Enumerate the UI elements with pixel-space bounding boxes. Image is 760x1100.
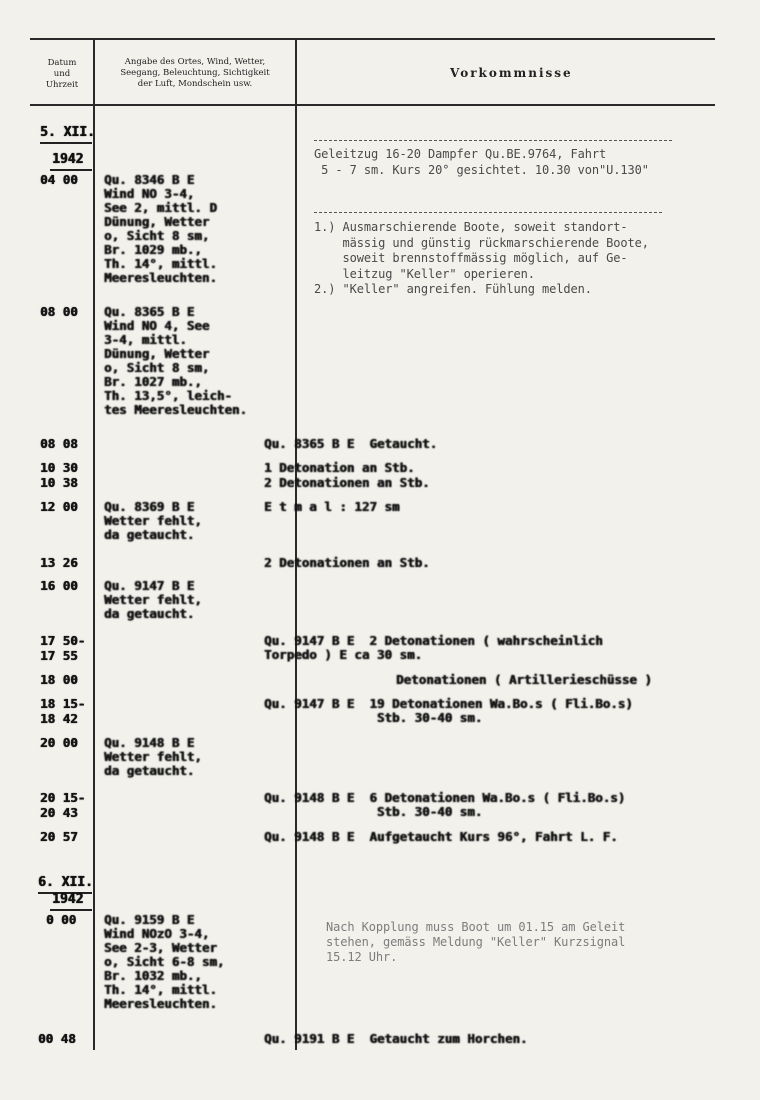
column-divider-2	[295, 38, 297, 1050]
time-1326: 13 26	[40, 555, 78, 570]
time-2000: 20 00	[40, 735, 78, 750]
time-2057: 20 57	[40, 829, 78, 844]
date-year-1: 1942	[52, 152, 84, 167]
time-2015: 20 15-	[40, 790, 86, 805]
event-entry: Qu. 9148 B E 6 Detonationen Wa.Bo.s ( Fli.Bo.s) Stb. 30-40 sm.	[264, 790, 626, 819]
time-1750: 17 50-	[40, 633, 86, 648]
event-entry: Qu. 9147 B E 2 Detonationen ( wahrscheinlich Torpedo ) E ca 30 sm.	[264, 633, 603, 662]
date-underline-2b	[50, 909, 92, 911]
time-0048: 00 48	[38, 1031, 76, 1046]
header-top-rule	[30, 38, 715, 40]
event-entry: Detonationen ( Artillerieschüsse )	[396, 672, 652, 687]
location-block: Qu. 8346 B E Wind NO 3-4, See 2, mittl. D Dünung, Wetter o, Sicht 8 sm, Br. 1029 mb., Th. 14°, mittl. Meeresleuchten.	[104, 172, 217, 285]
time-0800: 08 00	[40, 304, 78, 319]
column-divider-1	[93, 38, 95, 1050]
date-day-1: 5. XII.	[40, 125, 95, 140]
time-0000: 0 00	[46, 912, 77, 927]
time-1815: 18 15-	[40, 696, 86, 711]
time-0400: 04 00	[40, 172, 78, 187]
note-orders: 1.) Ausmarschierende Boote, soweit standort- mässig und günstig rückmarschierende Boote, soweit brennstoffmässig möglich, auf Ge- leitzug "Keller" operieren. 2.) "Keller" angreifen. Fühlung melden.	[314, 220, 649, 297]
note-coupling: Nach Kopplung muss Boot um 01.15 am Geleit stehen, gemäss Meldung "Keller" Kurzsignal 15.12 Uhr.	[326, 920, 626, 964]
event-entry: Qu. 9191 B E Getaucht zum Horchen.	[264, 1031, 528, 1046]
event-entry: 2 Detonationen an Stb.	[264, 475, 430, 490]
location-block: Qu. 8369 B E Wetter fehlt, da getaucht.	[104, 499, 202, 542]
location-block: Qu. 9159 B E Wind NOzO 3-4, See 2-3, Wetter o, Sicht 6-8 sm, Br. 1032 mb., Th. 14°, mittl. Meeresleuchten.	[104, 912, 225, 1011]
time-1030: 10 30	[40, 460, 78, 475]
note-divider	[314, 212, 662, 213]
time-2043: 20 43	[40, 805, 78, 820]
time-1600: 16 00	[40, 578, 78, 593]
location-block: Qu. 8365 B E Wind NO 4, See 3-4, mittl. Dünung, Wetter o, Sicht 8 sm, Br. 1027 mb., Th. 13,5°, leich- tes Meeresleuchten.	[104, 304, 247, 417]
date-year-2: 1942	[52, 892, 84, 907]
note-convoy-sighting: Geleitzug 16-20 Dampfer Qu.BE.9764, Fahrt 5 - 7 sm. Kurs 20° gesichtet. 10.30 von"U.130"	[314, 147, 649, 177]
time-0808: 08 08	[40, 436, 78, 451]
event-entry: Qu. 8365 B E Getaucht.	[264, 436, 438, 451]
date-underline-1b	[50, 169, 92, 171]
header-ort: Angabe des Ortes, Wind, Wetter, Seegang, Beleuchtung, Sichtigkeit der Luft, Mondschein usw.	[120, 57, 270, 89]
date-day-2: 6. XII.	[38, 875, 93, 890]
location-block: Qu. 9148 B E Wetter fehlt, da getaucht.	[104, 735, 202, 778]
event-entry: Qu. 9148 B E Aufgetaucht Kurs 96°, Fahrt L. F.	[264, 829, 618, 844]
header-datum: Datum und Uhrzeit	[45, 58, 79, 90]
event-entry: 2 Detonationen an Stb.	[264, 555, 430, 570]
event-entry: 1 Detonation an Stb.	[264, 460, 415, 475]
date-underline-1	[40, 142, 92, 144]
event-entry: E t m a l : 127 sm	[264, 499, 400, 514]
time-1755: 17 55	[40, 648, 78, 663]
time-1800: 18 00	[40, 672, 78, 687]
time-1200: 12 00	[40, 499, 78, 514]
time-1038: 10 38	[40, 475, 78, 490]
header-vorkommnisse: Vorkommnisse	[450, 66, 573, 80]
time-1842: 18 42	[40, 711, 78, 726]
note-divider	[314, 140, 672, 141]
location-block: Qu. 9147 B E Wetter fehlt, da getaucht.	[104, 578, 202, 621]
event-entry: Qu. 9147 B E 19 Detonationen Wa.Bo.s ( Fli.Bo.s) Stb. 30-40 sm.	[264, 696, 633, 725]
header-bottom-rule	[30, 104, 715, 106]
